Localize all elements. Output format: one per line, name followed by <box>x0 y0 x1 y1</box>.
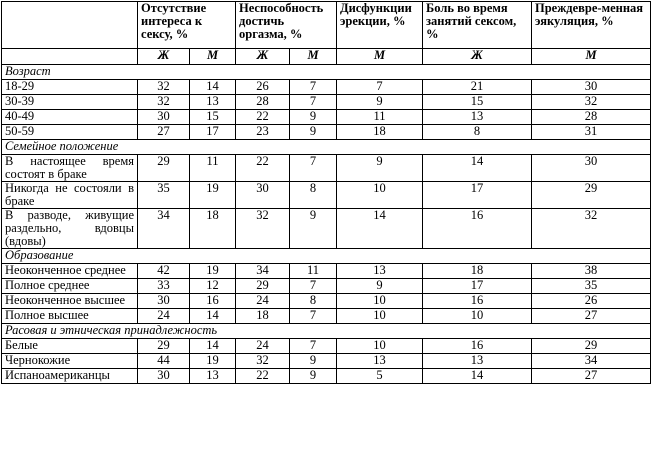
value-cell: 14 <box>190 309 236 324</box>
value-cell: 8 <box>290 294 337 309</box>
row-label: Полное высшее <box>2 309 138 324</box>
section-row <box>2 140 651 155</box>
value-cell: 15 <box>190 110 236 125</box>
table-row <box>2 369 651 384</box>
value-cell: 7 <box>290 309 337 324</box>
value-cell: 19 <box>190 182 236 209</box>
value-cell: 9 <box>290 125 337 140</box>
value-cell: 17 <box>190 125 236 140</box>
value-cell: 19 <box>190 264 236 279</box>
value-cell: 31 <box>532 125 651 140</box>
section-row <box>2 65 651 80</box>
value-cell: 13 <box>337 264 423 279</box>
gender-cell: М <box>532 49 651 65</box>
value-cell: 32 <box>236 209 290 249</box>
value-cell: 26 <box>532 294 651 309</box>
row-label: Испаноамериканцы <box>2 369 138 384</box>
section-row <box>2 249 651 264</box>
row-label: Белые <box>2 339 138 354</box>
value-cell: 9 <box>337 279 423 294</box>
value-cell: 29 <box>138 155 190 182</box>
gender-cell: Ж <box>138 49 190 65</box>
value-cell: 18 <box>423 264 532 279</box>
value-cell: 30 <box>138 110 190 125</box>
value-cell: 29 <box>532 339 651 354</box>
value-cell: 18 <box>236 309 290 324</box>
value-cell: 24 <box>138 309 190 324</box>
row-label: Никогда не состояли в браке <box>2 182 138 209</box>
value-cell: 13 <box>190 369 236 384</box>
value-cell: 14 <box>337 209 423 249</box>
value-cell: 12 <box>190 279 236 294</box>
value-cell: 10 <box>337 182 423 209</box>
row-label: Чернокожие <box>2 354 138 369</box>
value-cell: 44 <box>138 354 190 369</box>
value-cell: 15 <box>423 95 532 110</box>
row-label: 40-49 <box>2 110 138 125</box>
value-cell: 13 <box>423 354 532 369</box>
value-cell: 14 <box>423 155 532 182</box>
value-cell: 8 <box>290 182 337 209</box>
table-row <box>2 209 651 249</box>
value-cell: 38 <box>532 264 651 279</box>
row-label: Неоконченное высшее <box>2 294 138 309</box>
value-cell: 22 <box>236 110 290 125</box>
value-cell: 8 <box>423 125 532 140</box>
gender-cell: Ж <box>423 49 532 65</box>
value-cell: 9 <box>337 155 423 182</box>
value-cell: 10 <box>423 309 532 324</box>
value-cell: 27 <box>138 125 190 140</box>
value-cell: 9 <box>290 209 337 249</box>
value-cell: 29 <box>138 339 190 354</box>
value-cell: 16 <box>423 339 532 354</box>
value-cell: 16 <box>423 209 532 249</box>
section-row <box>2 324 651 339</box>
value-cell: 5 <box>337 369 423 384</box>
value-cell: 19 <box>190 354 236 369</box>
row-label: 30-39 <box>2 95 138 110</box>
value-cell: 32 <box>532 95 651 110</box>
value-cell: 11 <box>337 110 423 125</box>
table-row <box>2 339 651 354</box>
section-title: Образование <box>2 249 651 264</box>
value-cell: 29 <box>532 182 651 209</box>
header-row <box>2 2 651 49</box>
value-cell: 28 <box>236 95 290 110</box>
table-row <box>2 110 651 125</box>
value-cell: 30 <box>138 294 190 309</box>
gender-cell: М <box>337 49 423 65</box>
value-cell: 27 <box>532 369 651 384</box>
value-cell: 33 <box>138 279 190 294</box>
value-cell: 32 <box>236 354 290 369</box>
value-cell: 28 <box>532 110 651 125</box>
value-cell: 21 <box>423 80 532 95</box>
value-cell: 34 <box>236 264 290 279</box>
gender-cell-empty <box>2 49 138 65</box>
value-cell: 23 <box>236 125 290 140</box>
value-cell: 14 <box>190 339 236 354</box>
header-cell-anorgasmia: Неспособность достичь оргазма, % <box>236 2 337 49</box>
table-row <box>2 155 651 182</box>
value-cell: 34 <box>532 354 651 369</box>
value-cell: 14 <box>190 80 236 95</box>
value-cell: 35 <box>138 182 190 209</box>
value-cell: 34 <box>138 209 190 249</box>
value-cell: 13 <box>337 354 423 369</box>
table-body <box>2 65 651 384</box>
value-cell: 9 <box>290 369 337 384</box>
row-label: В настоящее время состоят в браке <box>2 155 138 182</box>
value-cell: 9 <box>337 95 423 110</box>
data-table <box>1 1 651 384</box>
row-label: В разводе, живущие раздельно, вдовцы (вдовы) <box>2 209 138 249</box>
table-row <box>2 354 651 369</box>
table-row <box>2 294 651 309</box>
gender-cell: Ж <box>236 49 290 65</box>
header-cell-premature-ejaculation: Преждевре-менная эякуляция, % <box>532 2 651 49</box>
value-cell: 24 <box>236 339 290 354</box>
value-cell: 11 <box>290 264 337 279</box>
header-cell-lack-of-interest: Отсутствие интереса к сексу, % <box>138 2 236 49</box>
value-cell: 42 <box>138 264 190 279</box>
value-cell: 9 <box>290 354 337 369</box>
row-label: 50-59 <box>2 125 138 140</box>
value-cell: 7 <box>290 339 337 354</box>
row-label: 18-29 <box>2 80 138 95</box>
value-cell: 16 <box>423 294 532 309</box>
value-cell: 13 <box>423 110 532 125</box>
value-cell: 14 <box>423 369 532 384</box>
value-cell: 35 <box>532 279 651 294</box>
value-cell: 18 <box>190 209 236 249</box>
value-cell: 10 <box>337 309 423 324</box>
table-row <box>2 95 651 110</box>
value-cell: 7 <box>290 80 337 95</box>
table-row <box>2 80 651 95</box>
value-cell: 30 <box>138 369 190 384</box>
gender-row <box>2 49 651 65</box>
section-title: Семейное положение <box>2 140 651 155</box>
value-cell: 11 <box>190 155 236 182</box>
value-cell: 22 <box>236 369 290 384</box>
value-cell: 24 <box>236 294 290 309</box>
value-cell: 32 <box>138 80 190 95</box>
value-cell: 32 <box>532 209 651 249</box>
value-cell: 30 <box>532 80 651 95</box>
row-label: Полное среднее <box>2 279 138 294</box>
table-row <box>2 279 651 294</box>
value-cell: 29 <box>236 279 290 294</box>
section-title: Возраст <box>2 65 651 80</box>
table-row <box>2 182 651 209</box>
value-cell: 10 <box>337 294 423 309</box>
row-label: Неоконченное среднее <box>2 264 138 279</box>
value-cell: 22 <box>236 155 290 182</box>
value-cell: 18 <box>337 125 423 140</box>
table-row <box>2 309 651 324</box>
value-cell: 17 <box>423 279 532 294</box>
gender-cell: М <box>190 49 236 65</box>
value-cell: 32 <box>138 95 190 110</box>
header-cell-erectile-dysfunction: Дисфункции эрекции, % <box>337 2 423 49</box>
value-cell: 7 <box>290 155 337 182</box>
value-cell: 7 <box>290 279 337 294</box>
value-cell: 9 <box>290 110 337 125</box>
value-cell: 7 <box>337 80 423 95</box>
section-title: Расовая и этническая принадлежность <box>2 324 651 339</box>
gender-cell: М <box>290 49 337 65</box>
value-cell: 30 <box>236 182 290 209</box>
value-cell: 17 <box>423 182 532 209</box>
table-row <box>2 125 651 140</box>
value-cell: 30 <box>532 155 651 182</box>
header-cell-pain: Боль во время занятий сексом, % <box>423 2 532 49</box>
table-row <box>2 264 651 279</box>
value-cell: 27 <box>532 309 651 324</box>
header-cell-category <box>2 2 138 49</box>
value-cell: 26 <box>236 80 290 95</box>
value-cell: 10 <box>337 339 423 354</box>
value-cell: 13 <box>190 95 236 110</box>
value-cell: 16 <box>190 294 236 309</box>
value-cell: 7 <box>290 95 337 110</box>
